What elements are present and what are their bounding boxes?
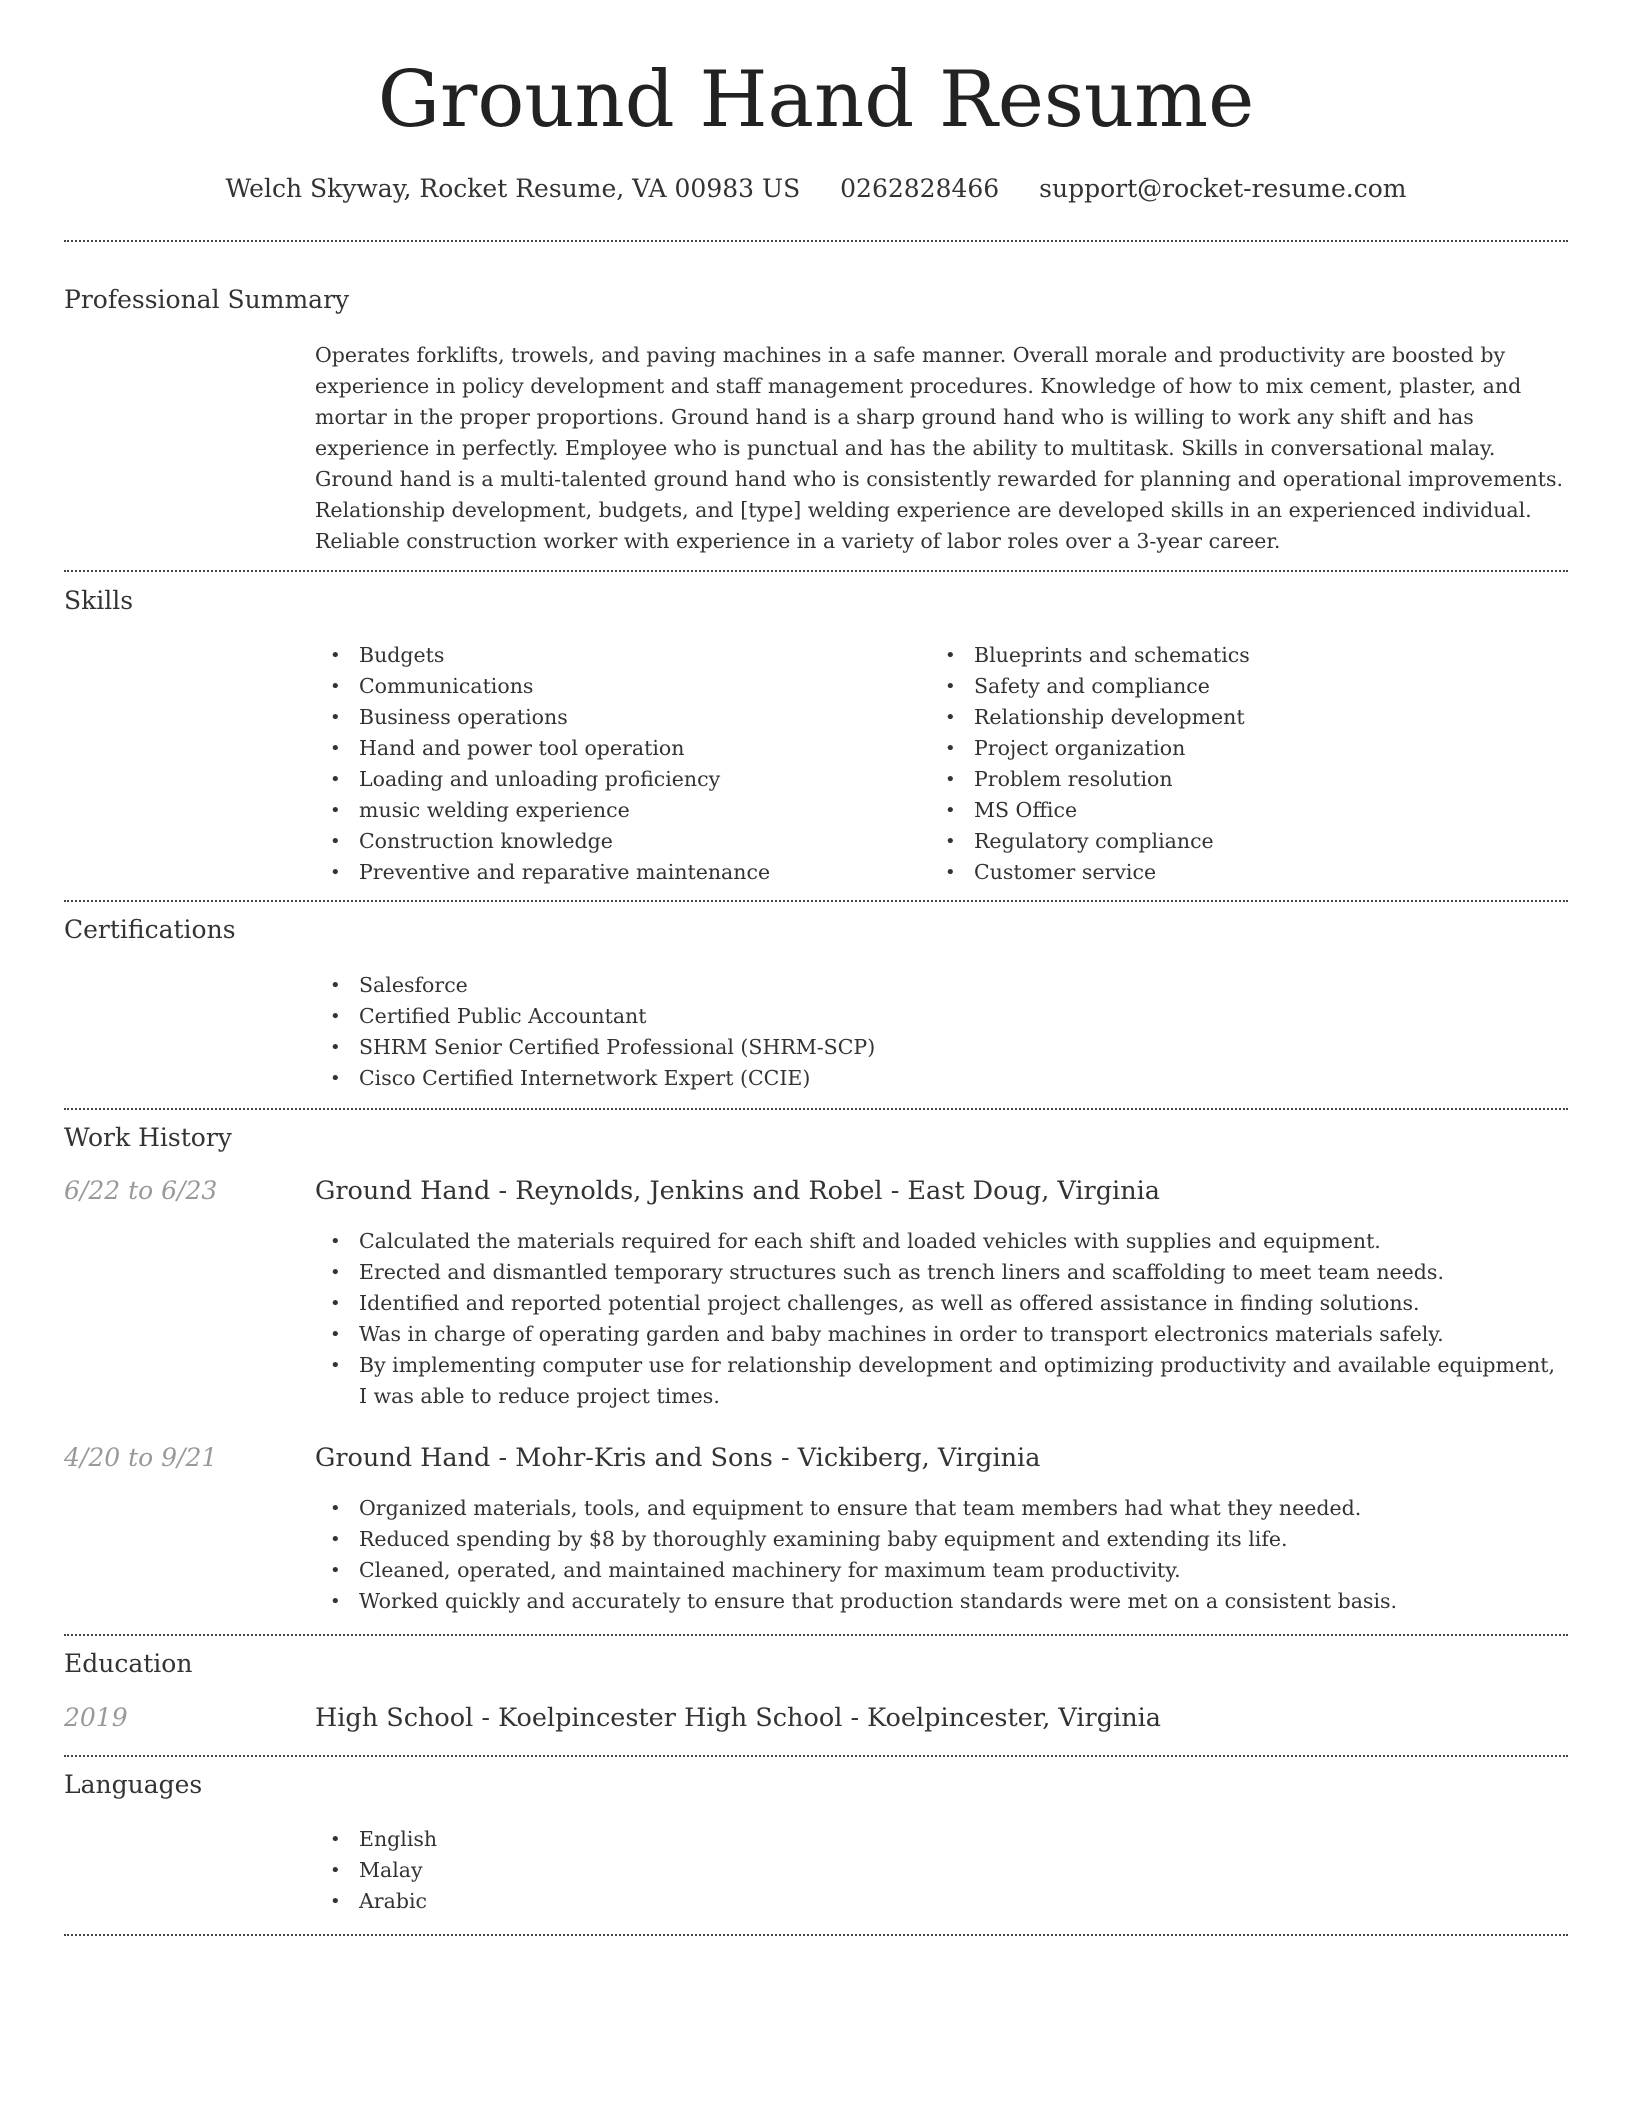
list-item: • Construction knowledge [315, 826, 930, 857]
list-item: • MS Office [930, 795, 1545, 826]
skills-column-right [930, 640, 1545, 888]
divider [64, 1634, 1568, 1636]
section-title-skills: Skills [64, 586, 134, 615]
list-item: • Budgets [315, 640, 930, 671]
list-item: • SHRM Senior Certified Professional (SHRM-SCP) [315, 1032, 1568, 1063]
languages-section [315, 1824, 1568, 1917]
list-item: • Hand and power tool operation [315, 733, 930, 764]
divider [64, 1755, 1568, 1757]
list-item: • Blueprints and schematics [930, 640, 1545, 671]
divider [64, 900, 1568, 902]
list-item: • Erected and dismantled temporary structures such as trench liners and scaffolding to meet team needs. [315, 1257, 1568, 1288]
list-item: • Was in charge of operating garden and baby machines in order to transport electronics materials safely. [315, 1319, 1568, 1350]
list-item: • music welding experience [315, 795, 930, 826]
job-details [315, 1226, 1568, 1412]
education-heading: High School - Koelpincester High School - Koelpincester, Virginia [315, 1703, 1162, 1733]
list-item: • Safety and compliance [930, 671, 1545, 702]
job-heading: Ground Hand - Reynolds, Jenkins and Robel - East Doug, Virginia [315, 1176, 1160, 1206]
divider [64, 570, 1568, 572]
list-item: • Project organization [930, 733, 1545, 764]
summary-section [315, 340, 1568, 557]
job-bullet-list [315, 1226, 1568, 1412]
divider [64, 240, 1568, 242]
contact-phone: 0262828466 [840, 174, 1000, 203]
list-item: • Calculated the materials required for each shift and loaded vehicles with supplies and equipment. [315, 1226, 1568, 1257]
list-item: • English [315, 1824, 1568, 1855]
list-item: • Cleaned, operated, and maintained machinery for maximum team productivity. [315, 1555, 1568, 1586]
summary-text: Operates forklifts, trowels, and paving machines in a safe manner. Overall morale and productivity are boosted by experience in policy development and staff management procedures. Knowledge of how to mix cement, plaster, and mortar in the proper proportions. Ground hand is a sharp ground hand who is willing to work any shift and has experience in perfectly. Employee who is punctual and has the ability to multitask. Skills in conversational malay. Ground hand is a multi-talented ground hand who is consistently rewarded for planning and operational improvements. Relationship development, budgets, and [type] welding experience are developed skills in an experienced individual. Reliable construction worker with experience in a variety of labor roles over a 3-year career. [315, 343, 1563, 553]
section-title-work-history: Work History [64, 1123, 232, 1152]
list-item: • Certified Public Accountant [315, 1001, 1568, 1032]
list-item: • Business operations [315, 702, 930, 733]
certifications-list [315, 970, 1568, 1094]
list-item: • Arabic [315, 1886, 1568, 1917]
list-item: • Reduced spending by $8 by thoroughly examining baby equipment and extending its life. [315, 1524, 1568, 1555]
list-item: • Problem resolution [930, 764, 1545, 795]
education-date: 2019 [64, 1703, 128, 1732]
list-item: • Loading and unloading proficiency [315, 764, 930, 795]
contact-line [0, 170, 1632, 208]
section-title-education: Education [64, 1649, 193, 1678]
list-item: • Worked quickly and accurately to ensure that production standards were met on a consistent basis. [315, 1586, 1568, 1617]
job-heading: Ground Hand - Mohr-Kris and Sons - Vickiberg, Virginia [315, 1443, 1041, 1473]
skills-list [315, 640, 1568, 888]
list-item: • Communications [315, 671, 930, 702]
list-item: • Cisco Certified Internetwork Expert (CCIE) [315, 1063, 1568, 1094]
list-item: • Malay [315, 1855, 1568, 1886]
contact-email: support@rocket-resume.com [1039, 174, 1407, 203]
job-details [315, 1493, 1568, 1617]
divider [64, 1934, 1568, 1936]
job-bullet-list [315, 1493, 1568, 1617]
section-title-certifications: Certifications [64, 915, 236, 944]
list-item: • Salesforce [315, 970, 1568, 1001]
section-title-summary: Professional Summary [64, 285, 350, 314]
list-item: • Relationship development [930, 702, 1545, 733]
section-title-languages: Languages [64, 1770, 203, 1799]
list-item: • By implementing computer use for relationship development and optimizing productivity and available equipment, I was able to reduce project times. [315, 1350, 1568, 1412]
job-date: 6/22 to 6/23 [64, 1176, 218, 1205]
list-item: • Identified and reported potential project challenges, as well as offered assistance in finding solutions. [315, 1288, 1568, 1319]
certifications-section [315, 970, 1568, 1094]
list-item: • Customer service [930, 857, 1545, 888]
languages-list [315, 1824, 1568, 1917]
job-date: 4/20 to 9/21 [64, 1443, 218, 1472]
resume-title: Ground Hand Resume [377, 55, 1255, 145]
skills-column-left [315, 640, 930, 888]
list-item: • Regulatory compliance [930, 826, 1545, 857]
list-item: • Preventive and reparative maintenance [315, 857, 930, 888]
contact-address: Welch Skyway, Rocket Resume, VA 00983 US [225, 174, 801, 203]
divider [64, 1108, 1568, 1110]
list-item: • Organized materials, tools, and equipment to ensure that team members had what they needed. [315, 1493, 1568, 1524]
